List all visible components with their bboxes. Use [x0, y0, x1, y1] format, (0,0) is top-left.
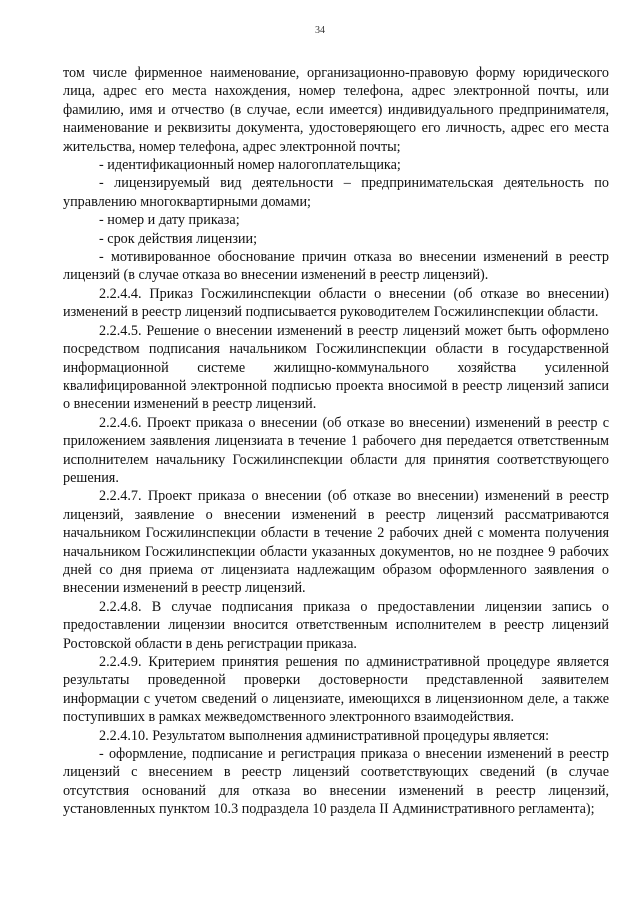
paragraph: том числе фирменное наименование, организационно-правовую форму юридического лица, адрес его места нахождения, номер телефона, адрес электронной почты, или фамилию, имя и отчество (в случае, если имеется) индивидуального предпринимателя, наименование и реквизиты документа, удостоверяющего его личность, адрес его места жительства, номер телефона, адрес электронной почты;	[63, 65, 609, 155]
paragraph: 2.2.4.9. Критерием принятия решения по административной процедуре является результаты проведенной проверки достоверности представленной заявителем информации с учетом сведений о лицензиате, имеющихся в лицензионном деле, а также поступивших в рамках межведомственного электронного взаимодействия.	[63, 654, 609, 726]
paragraph: 2.2.4.5. Решение о внесении изменений в реестр лицензий может быть оформлено посредством подписания начальником Госжилинспекции области в государственной информационной системе жилищно-коммунального хозяйства усиленной квалифицированной электронной подписью проекта вносимой в реестр лицензий записи о внесении изменений в реестр лицензий.	[63, 322, 609, 413]
list-item: - идентификационный номер налогоплательщика;	[99, 157, 401, 174]
page-number: 34	[315, 25, 325, 36]
list-item: - номер и дату приказа;	[99, 212, 240, 229]
paragraph: 2.2.4.8. В случае подписания приказа о предоставлении лицензии запись о предоставлении лицензии вносится ответственным исполнителем в реестр лицензий Ростовской области в день регистрации приказа.	[63, 598, 609, 652]
document-body	[63, 64, 609, 819]
paragraph: 2.2.4.4. Приказ Госжилинспекции области о внесении (об отказе во внесении) изменений в реестр лицензий подписывается руководителем Госжилинспекции области.	[63, 285, 609, 321]
paragraph: 2.2.4.6. Проект приказа о внесении (об отказе во внесении) изменений в реестр с приложением заявления лицензиата в течение 1 рабочего дня передается ответственным исполнителем начальнику Госжилинспекции области для принятия соответствующего решения.	[63, 414, 609, 486]
list-item: - оформление, подписание и регистрация приказа о внесении изменений в реестр лицензий с внесением в реестр лицензий соответствующих сведений (в случае отсутствия оснований для отказа во внесении изменений в реестр лицензий, установленных пунктом 10.3 подраздела 10 раздела II Административного регламента);	[63, 746, 609, 818]
list-item: - срок действия лицензии;	[99, 230, 258, 247]
paragraph: 2.2.4.7. Проект приказа о внесении (об отказе во внесении) изменений в реестр лицензий, заявление о внесении изменений в реестр лицензий рассматриваются начальником Госжилинспекции области в течение 2 рабочих дней с момента получения начальником Госжилинспекции области указанных документов, но не позднее 9 рабочих дней со дня приема от лицензиата надлежащим образом оформленного заявления о внесении изменений в реестр лицензий.	[63, 488, 609, 597]
list-item: - мотивированное обоснование причин отказа во внесении изменений в реестр лицензий (в случае отказа во внесении изменений в реестр лицензий).	[63, 249, 609, 284]
list-item: - лицензируемый вид деятельности – предпринимательская деятельность по управлению многоквартирными домами;	[63, 175, 609, 210]
paragraph: 2.2.4.10. Результатом выполнения административной процедуры является:	[99, 727, 550, 744]
